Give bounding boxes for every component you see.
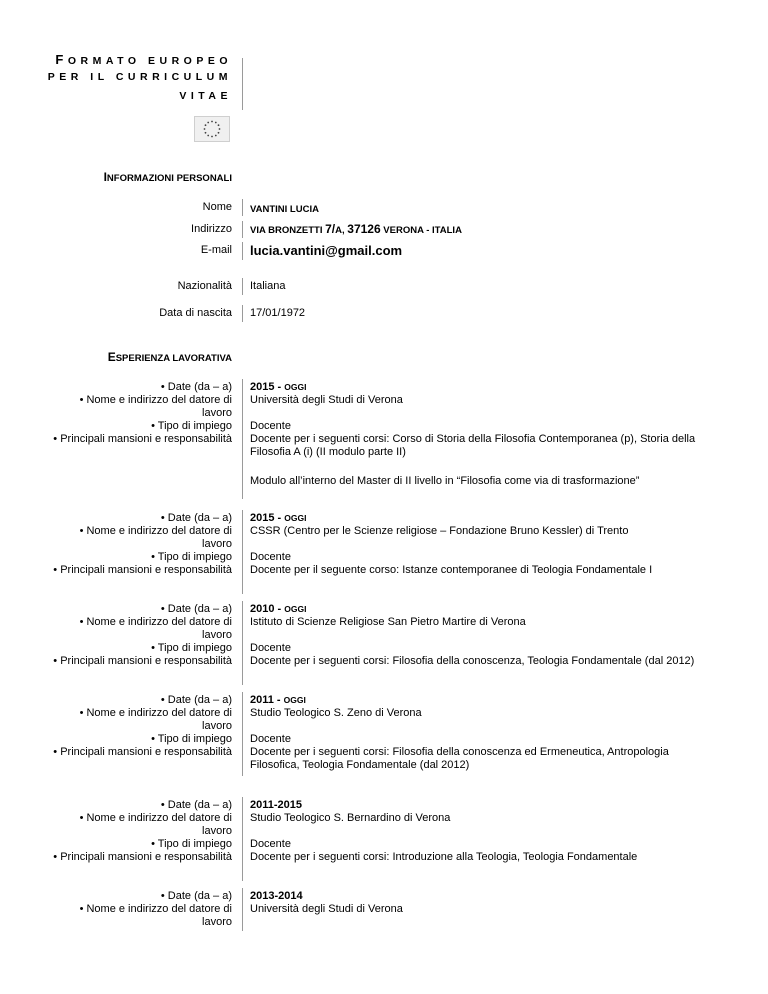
date-label: • Date (da – a) — [160, 603, 232, 615]
date-range: 2010 - — [250, 603, 285, 615]
cv-title-rest: ORMATO EUROPEO — [67, 55, 232, 67]
entry-employer: Istituto di Scienze Religiose San Pietro Martire di Verona — [250, 616, 526, 628]
type-label: • Tipo di impiego — [151, 551, 232, 563]
date-label: • Date (da – a) — [160, 890, 232, 902]
email-value: lucia.vantini@gmail.com — [250, 243, 403, 258]
entry-employer: Studio Teologico S. Zeno di Verona — [250, 707, 422, 719]
date-label: • Date (da – a) — [160, 512, 232, 524]
section-heading-work — [108, 350, 232, 364]
nascita-value: 17/01/1972 — [250, 307, 306, 319]
entry-divider — [242, 510, 243, 594]
heading-rest: NFORMAZIONI PERSONALI — [106, 173, 232, 184]
entry-date — [250, 381, 306, 394]
duties-label: • Principali mansioni e responsabilità — [53, 851, 232, 863]
indirizzo-label: Indirizzo — [191, 223, 232, 235]
cv-title-line-1 — [55, 52, 232, 67]
date-range: 2015 - — [250, 512, 285, 524]
employer-label-cont: lavoro — [202, 538, 232, 550]
entry-divider — [242, 797, 243, 881]
entry-divider — [242, 379, 243, 499]
employer-label-cont: lavoro — [202, 629, 232, 641]
entry-date — [250, 694, 306, 707]
date-label: • Date (da – a) — [160, 694, 232, 706]
row-divider — [242, 278, 243, 295]
entry-employer: CSSR (Centro per le Scienze religiose – Fondazione Bruno Kessler) di Trento — [250, 525, 629, 537]
entry-extra: Modulo all’interno del Master di II livello in “Filosofia come via di trasformazione” — [250, 475, 640, 487]
entry-type: Docente — [250, 733, 291, 745]
cv-title-line-3: VITAE — [179, 90, 232, 102]
date-end: OGGI — [283, 695, 306, 705]
type-label: • Tipo di impiego — [151, 420, 232, 432]
employer-label-cont: lavoro — [202, 916, 232, 928]
address-number: 7/ — [325, 222, 336, 236]
date-end: OGGI — [284, 382, 307, 392]
entry-divider — [242, 601, 243, 685]
nome-value: VANTINI LUCIA — [250, 204, 319, 215]
employer-label: • Nome e indirizzo del datore di — [79, 903, 232, 915]
entry-date — [250, 512, 306, 525]
header-divider — [242, 58, 243, 110]
date-range: 2011-2015 — [250, 799, 302, 811]
date-label: • Date (da – a) — [160, 799, 232, 811]
entry-employer: Università degli Studi di Verona — [250, 394, 403, 406]
nascita-label: Data di nascita — [159, 307, 232, 319]
duties-label: • Principali mansioni e responsabilità — [53, 564, 232, 576]
entry-employer: Studio Teologico S. Bernardino di Verona — [250, 812, 451, 824]
employer-label-cont: lavoro — [202, 407, 232, 419]
type-label: • Tipo di impiego — [151, 733, 232, 745]
entry-duties: Docente per i seguenti corsi: Filosofia della conoscenza ed Ermeneutica, Antropologia Filosofica, Teologia Fondamentale (dal 2012) — [250, 746, 669, 771]
heading-rest: SPERIENZA LAVORATIVA — [115, 353, 232, 364]
entry-duties: Docente per il seguente corso: Istanze contemporanee di Teologia Fondamentale I — [250, 564, 653, 576]
address-street: VIA BRONZETTI — [250, 225, 326, 236]
date-end: OGGI — [284, 604, 307, 614]
heading-initial: I — [103, 170, 107, 184]
entry-type: Docente — [250, 420, 291, 432]
employer-label-cont: lavoro — [202, 720, 232, 732]
section-heading-personal — [104, 170, 232, 184]
entry-divider — [242, 692, 243, 776]
row-divider — [242, 199, 243, 216]
entry-divider — [242, 888, 243, 931]
employer-label: • Nome e indirizzo del datore di — [79, 394, 232, 406]
entry-duties: Docente per i seguenti corsi: Introduzione alla Teologia, Teologia Fondamentale — [250, 851, 638, 863]
nome-label: Nome — [202, 201, 232, 213]
entry-employer: Università degli Studi di Verona — [250, 903, 403, 915]
employer-label: • Nome e indirizzo del datore di — [79, 812, 232, 824]
row-divider — [242, 242, 243, 260]
entry-type: Docente — [250, 642, 291, 654]
date-range: 2011 - — [250, 694, 284, 706]
nazionalita-label: Nazionalità — [177, 280, 232, 292]
row-divider — [242, 305, 243, 322]
entry-date — [250, 890, 303, 903]
email-label: E-mail — [200, 244, 232, 256]
duties-label: • Principali mansioni e responsabilità — [53, 655, 232, 667]
date-range: 2015 - — [250, 381, 285, 393]
employer-label: • Nome e indirizzo del datore di — [79, 707, 232, 719]
entry-date — [250, 603, 306, 616]
address-city: VERONA - ITALIA — [380, 225, 462, 236]
entry-duties: Docente per i seguenti corsi: Corso di Storia della Filosofia Contemporanea (p), Storia della Filosofia A (i) (II modulo parte II) — [250, 433, 696, 458]
duties-label: • Principali mansioni e responsabilità — [53, 746, 232, 758]
eu-flag-icon — [194, 116, 230, 142]
row-divider — [242, 221, 243, 238]
entry-type: Docente — [250, 551, 291, 563]
employer-label-cont: lavoro — [202, 825, 232, 837]
date-range: 2013-2014 — [250, 890, 303, 902]
entry-duties: Docente per i seguenti corsi: Filosofia della conoscenza, Teologia Fondamentale (dal 2012) — [250, 655, 695, 667]
heading-initial: E — [107, 350, 116, 364]
address-suffix: A, — [335, 225, 348, 236]
cv-title-initial: F — [55, 52, 68, 67]
address-cap: 37126 — [347, 222, 381, 236]
duties-label: • Principali mansioni e responsabilità — [53, 433, 232, 445]
employer-label: • Nome e indirizzo del datore di — [79, 525, 232, 537]
indirizzo-value — [250, 223, 462, 237]
entry-date — [250, 799, 302, 812]
date-label: • Date (da – a) — [160, 381, 232, 393]
type-label: • Tipo di impiego — [151, 642, 232, 654]
date-end: OGGI — [284, 513, 307, 523]
employer-label: • Nome e indirizzo del datore di — [79, 616, 232, 628]
entry-type: Docente — [250, 838, 291, 850]
cv-title-line-2: PER IL CURRICULUM — [47, 71, 232, 83]
type-label: • Tipo di impiego — [151, 838, 232, 850]
nazionalita-value: Italiana — [250, 280, 286, 292]
